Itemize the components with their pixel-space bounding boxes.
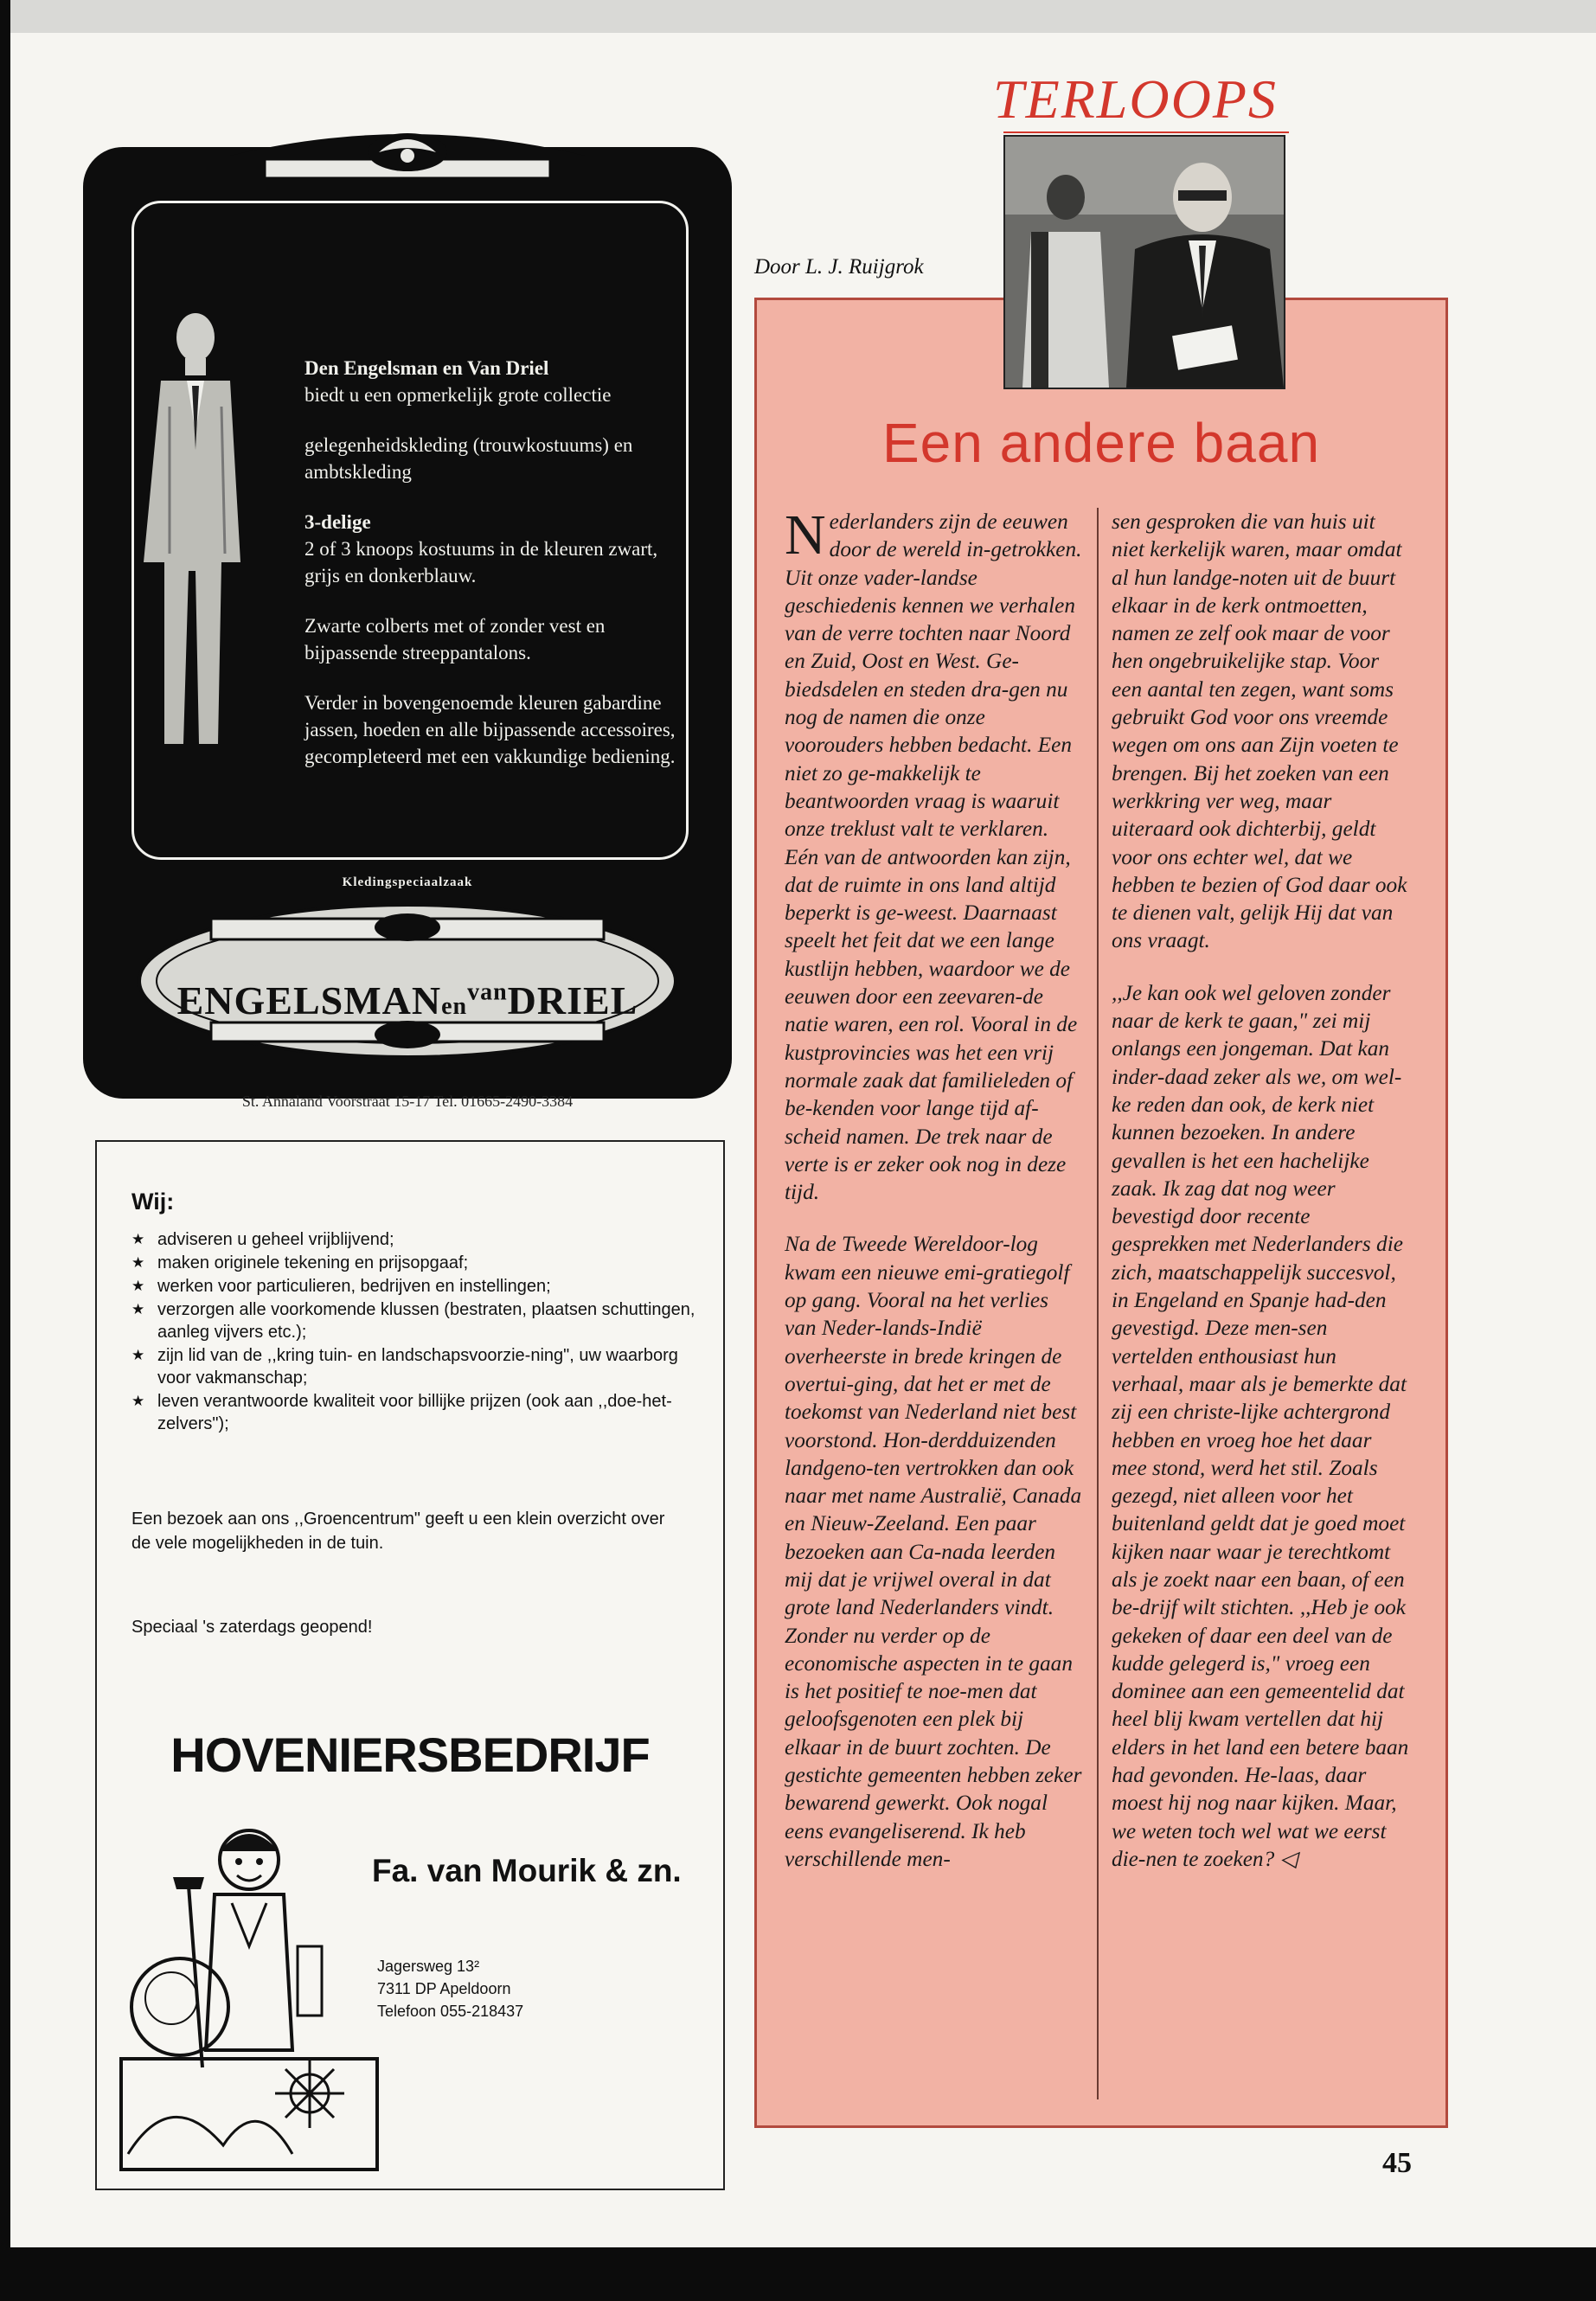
column-title: TERLOOPS xyxy=(993,68,1278,130)
article-paragraph: Na de Tweede Wereldoor-log kwam een nieuwe emi-gratiegolf op gang. Vooral na het verlies van Neder-lands-Indië overheerste in brede kringen de overtui-ging, dat het er met de toekomst van Nederland niet best voorstond. Hon-derdduizenden landgeno-ten vertrokken dan ook naar met name Australië, Canada en Nieuw-Zeeland. Een paar bezoeken aan Ca-nada leerden mij dat je vrijwel overal in dat grote land Nederlanders vindt. Zonder nu verder op de economische aspecten in te gaan is het positief te noe-men dat geloofsgenoten een plek bij elkaar in de buurt zochten. De gestichte gemeenten hebben zeker bewarend gewerkt. Ook nogal eens evangeliserend. Ik heb verschillende men- xyxy=(785,1232,1082,1871)
ad-extras-text: Verder in bovengenoemde kleuren gabardine jassen, hoeden en alle bijpassende accessoires, gecompleteerd met een vakkundige bediening. xyxy=(304,692,676,767)
gardener-illustration-icon xyxy=(119,1808,379,2171)
service-item: ★ leven verantwoorde kwaliteit voor billijke prijzen (ook aan ,,doe-het-zelvers"); xyxy=(131,1390,702,1435)
ad-wij-heading: Wij: xyxy=(131,1189,175,1215)
visit-text: Een bezoek aan ons ,,Groencentrum" geeft u een klein overzicht over de vele mogelijkheden in de tuin. xyxy=(131,1509,665,1553)
service-item: ★ maken originele tekening en prijsopgaaf; xyxy=(131,1252,702,1274)
article-box xyxy=(754,298,1448,2128)
article-paragraph: ,,Je kan ook wel geloven zonder naar de kerk te gaan," zei mij onlangs een jongeman. Dat kan inder-daad zeker als we, om wel-ke reden dan ook, de kerk niet kunnen bezoeken. In andere gevallen is het een hachelijke zaak. Ik zag dat nog weer bevestigd door recente gesprekken met Nederlanders die zich, maatschappelijk succesvol, in Engeland en Spanje had-den gevestigd. Deze men-sen vertelden enthousiast hun verhaal, maar als je bemerkte dat zij een christe-lijke achtergrond hebben en vroeg hoe het daar mee stond, werd het stil. Zoals gezegd, niet alleen voor het buitenland geldt dat je goed moet kijken naar waar je terechtkomt als je zoekt naar een baan, of een be-drijf wilt stichten. ,,Heb je ook gekeken of daar een deel van de kudde gelegerd is," vroeg een dominee aan een gemeentelid dat heel blij kwam vertellen dat hij elders in het land een betere baan had gevonden. He-laas, daar moest hij nog naar kijken. Maar, we weten toch wel wat we eerst die-nen te zoeken? xyxy=(1112,980,1409,1871)
ad-suits-heading: 3-delige xyxy=(304,511,371,533)
firm-city: 7311 DP Apeldoorn xyxy=(377,1980,511,1997)
ad-intro-text: biedt u een opmerkelijk grote collectie xyxy=(304,384,612,406)
ad-address: St. Annaland Voorstraat 15-17 Tel. 01665-2490-3384 xyxy=(241,1093,574,1110)
article-paragraph: sen gesproken die van huis uit niet kerkelijk waren, maar omdat al hun landge-noten uit de buurt elkaar in de kerk ontmoetten, namen ze zelf ook maar de voor hen ongebruikelijke stap. Voor een aantal ten zegen, want soms gebruikt God voor ons vreemde wegen om ons aan Zijn voeten te brengen. Bij het zoeken van een werkkring ver weg, maar uiteraard ook dichterbij, geldt voor ons echter wel, dat we hebben te bezien of God daar ook te dienen valt, gelijk Hij dat van ons vraagt. xyxy=(1112,510,1407,953)
page-bottom-margin xyxy=(0,2247,1596,2301)
article-headline: Een andere baan xyxy=(881,412,1321,474)
ad-collection-text: gelegenheidskleding (trouwkostuums) en ambtskleding xyxy=(304,434,633,483)
service-item: ★ verzorgen alle voorkomende klussen (bestraten, plaatsen schuttingen, aanleg vijvers etc.); xyxy=(131,1298,702,1343)
author-photo xyxy=(1003,135,1285,389)
hoveniersbedrijf-advertisement xyxy=(95,1140,725,2190)
ad-jackets-text: Zwarte colberts met of zonder vest en bijpassende streeppantalons. xyxy=(304,615,606,663)
logo-left-word: ENGELSMAN xyxy=(176,978,442,1022)
service-item: ★ zijn lid van de ,,kring tuin- en landschapsvoorzie-ning", uw waarborg voor vakmanschap; xyxy=(131,1344,702,1389)
engelsman-advertisement xyxy=(83,121,732,1100)
service-item: ★ werken voor particulieren, bedrijven en instellingen; xyxy=(131,1275,702,1298)
ad-specialty-label: Kledingspeciaalzaak xyxy=(342,875,473,889)
column-divider xyxy=(1097,508,1099,2099)
byline: Door L. J. Ruijgrok xyxy=(754,255,924,279)
page-left-margin xyxy=(0,0,10,2301)
author-photo-image xyxy=(1005,137,1284,388)
firm-address xyxy=(377,1955,523,2022)
ad-description xyxy=(304,355,685,793)
logo-right-word: DRIEL xyxy=(507,978,638,1022)
firm-phone: Telefoon 055-218437 xyxy=(377,2003,524,2020)
ad-intro-heading: Den Engelsman en Van Driel xyxy=(304,357,549,379)
hovenier-title: HOVENIERSBEDRIJF xyxy=(170,1727,650,1782)
logo-en-word: en xyxy=(441,993,468,1020)
logo-van-word: van xyxy=(467,978,508,1006)
ornament-crown-icon xyxy=(230,121,585,185)
gentleman-illustration-icon xyxy=(135,303,247,753)
end-mark-icon: ◁ xyxy=(1279,1846,1298,1871)
engelsman-logo xyxy=(163,977,652,1023)
page-number: 45 xyxy=(1382,2147,1412,2179)
article-paragraph: ederlanders zijn de eeuwen door de wereld in-getrokken. Uit onze vader-landse geschiedenis kennen we verhalen van de verre tochten naar Noord en Zuid, Oost en West. Ge-biedsdelen en steden dra-gen nu nog de namen die onze voorouders hebben bedacht. Een niet zo ge-makkelijk te beantwoorden vraag is waaruit onze treklust valt te verklaren. Eén van de antwoorden kan zijn, dat de ruimte in ons land altijd beperkt is ge-weest. Daarnaast speelt het feit dat we een lange kustlijn hebben, waardoor we de eeuwen door een zeevaren-de natie waren, een rol. Vooral in de kustprovincies was het een vrij normale zaak dat familieleden of be-kenden voor lange tijd af-scheid namen. De trek naar de verte is er zeker ook nog in deze tijd. xyxy=(785,510,1082,1205)
service-item: ★ adviseren u geheel vrijblijvend; xyxy=(131,1228,702,1251)
firm-street: Jagersweg 13² xyxy=(377,1958,480,1975)
article-column-left xyxy=(785,503,1083,1897)
saturday-text: Speciaal 's zaterdags geopend! xyxy=(131,1618,373,1637)
page-top-margin xyxy=(0,0,1596,33)
drop-cap: N xyxy=(785,503,826,567)
article-column-right xyxy=(1112,508,1410,1897)
services-list xyxy=(131,1228,702,1436)
ad-suits-text: 2 of 3 knoops kostuums in de kleuren zwart, grijs en donkerblauw. xyxy=(304,538,658,586)
firm-name: Fa. van Mourik & zn. xyxy=(372,1853,682,1888)
column-title-rule xyxy=(1003,131,1289,133)
